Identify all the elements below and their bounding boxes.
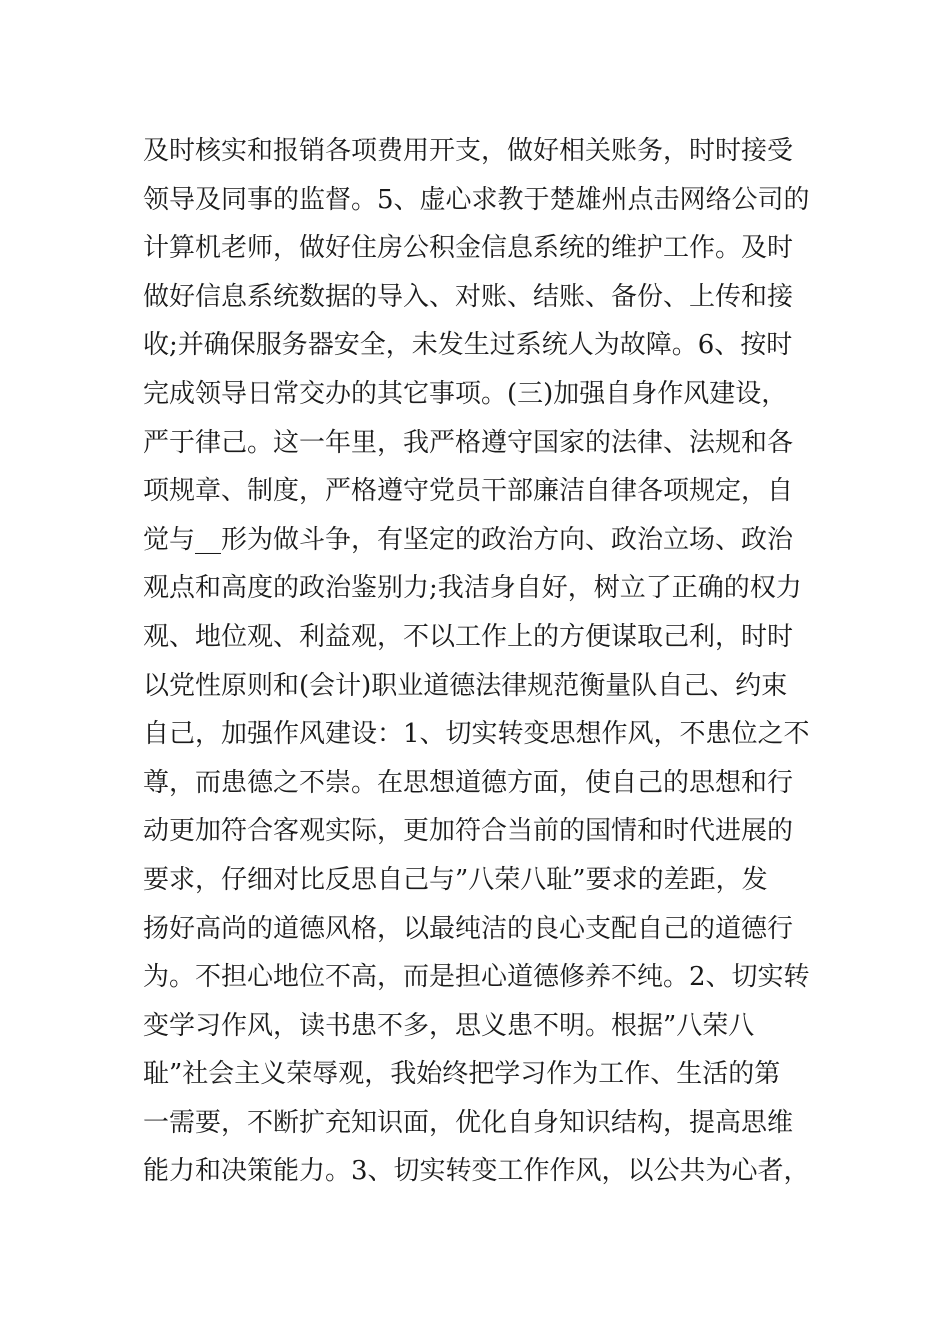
text-line: 为。不担心地位不高，而是担心道德修养不纯。2、切实转 [143,962,810,993]
text-line: 能力和决策能力。3、切实转变工作作风，以公共为心者， [143,1156,810,1187]
text-line: 做好信息系统数据的导入、对账、结账、备份、上传和接 [143,281,794,312]
text-line: 收;并确保服务器安全，未发生过系统人为故障。6、按时 [143,330,793,361]
text-line: 以党性原则和(会计)职业道德法律规范衡量队自己、约束 [143,670,788,701]
text-line: 要求，仔细对比反思自己与”八荣八耻”要求的差距，发 [143,864,768,895]
text-line: 扬好高尚的道德风格，以最纯洁的良心支配自己的道德行 [143,913,794,944]
text-line: 耻”社会主义荣辱观，我始终把学习作为工作、生活的第 [143,1059,781,1090]
text-line: 觉与__形为做斗争，有坚定的政治方向、政治立场、政治 [143,524,794,555]
text-line: 尊，而患德之不崇。在思想道德方面，使自己的思想和行 [143,767,794,798]
text-line: 观点和高度的政治鉴别力;我洁身自好，树立了正确的权力 [143,573,802,604]
text-line: 动更加符合客观实际，更加符合当前的国情和时代进展的 [143,816,794,847]
body-text [143,127,823,1196]
text-line: 严于律己。这一年里，我严格遵守国家的法律、法规和各 [143,427,794,458]
text-line: 计算机老师，做好住房公积金信息系统的维护工作。及时 [143,233,794,264]
text-line: 项规章、制度，严格遵守党员干部廉洁自律各项规定，自 [143,476,794,507]
text-line: 及时核实和报销各项费用开支，做好相关账务，时时接受 [143,136,794,166]
text-line: 自己，加强作风建设：1、切实转变思想作风，不患位之不 [143,719,810,750]
text-line: 领导及同事的监督。5、虚心求教于楚雄州点击网络公司的 [143,184,810,215]
text-line: 观、地位观、利益观，不以工作上的方便谋取己利，时时 [143,621,794,652]
text-line: 变学习作风，读书患不多，思义患不明。根据”八荣八 [143,1010,755,1041]
text-line: 一需要，不断扩充知识面，优化自身知识结构，提高思维 [143,1107,794,1138]
text-line: 完成领导日常交办的其它事项。(三)加强自身作风建设， [143,378,788,409]
